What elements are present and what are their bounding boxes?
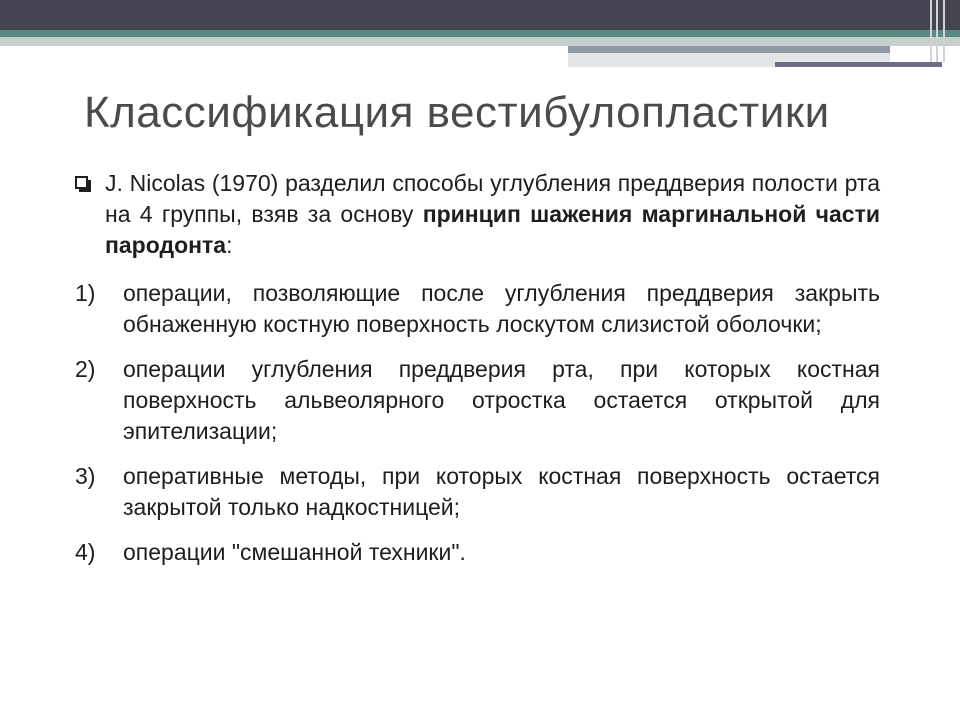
list-item <box>75 537 880 568</box>
list-item-number: 2) <box>75 356 96 382</box>
header-band-dark <box>0 0 960 30</box>
header-accent-grey <box>568 46 890 53</box>
header-divider-line <box>936 0 938 62</box>
list-item-text: операции, позволяющие после углубления преддверия закрыть обнаженную костную поверхность лоскутом слизистой оболочки; <box>123 280 880 337</box>
intro-text <box>105 168 880 261</box>
list-item-number: 4) <box>75 539 96 565</box>
header-band-light <box>0 37 960 46</box>
intro-text-plain: J. Nicolas (1970) разделил способы углубления преддверия полости рта на 4 группы, взяв за основу <box>105 170 880 227</box>
list-item <box>75 354 880 447</box>
intro-text-end: : <box>226 232 233 258</box>
intro-text-bold: принцип шажения маргинальной части пародонта <box>105 201 880 258</box>
slide-body <box>75 168 880 568</box>
list-item-number: 1) <box>75 280 96 306</box>
list-item <box>75 461 880 523</box>
header-band-teal <box>0 30 960 37</box>
header-divider-line <box>930 0 932 62</box>
header-accent-dark <box>775 62 942 67</box>
slide-title: Классификация вестибулопластики <box>84 88 830 137</box>
list-item-text: операции "смешанной техники". <box>123 539 466 565</box>
list-item-number: 3) <box>75 463 96 489</box>
checkbox-square-icon <box>75 176 88 189</box>
list-item-text: операции углубления преддверия рта, при которых костная поверхность альвеолярного отростка остается открытой для эпителизации; <box>123 356 880 444</box>
intro-paragraph <box>75 168 880 261</box>
list-item <box>75 278 880 340</box>
list-item-text: оперативные методы, при которых костная поверхность остается закрытой только надкостницей; <box>123 463 880 520</box>
header-divider-line <box>943 0 945 62</box>
